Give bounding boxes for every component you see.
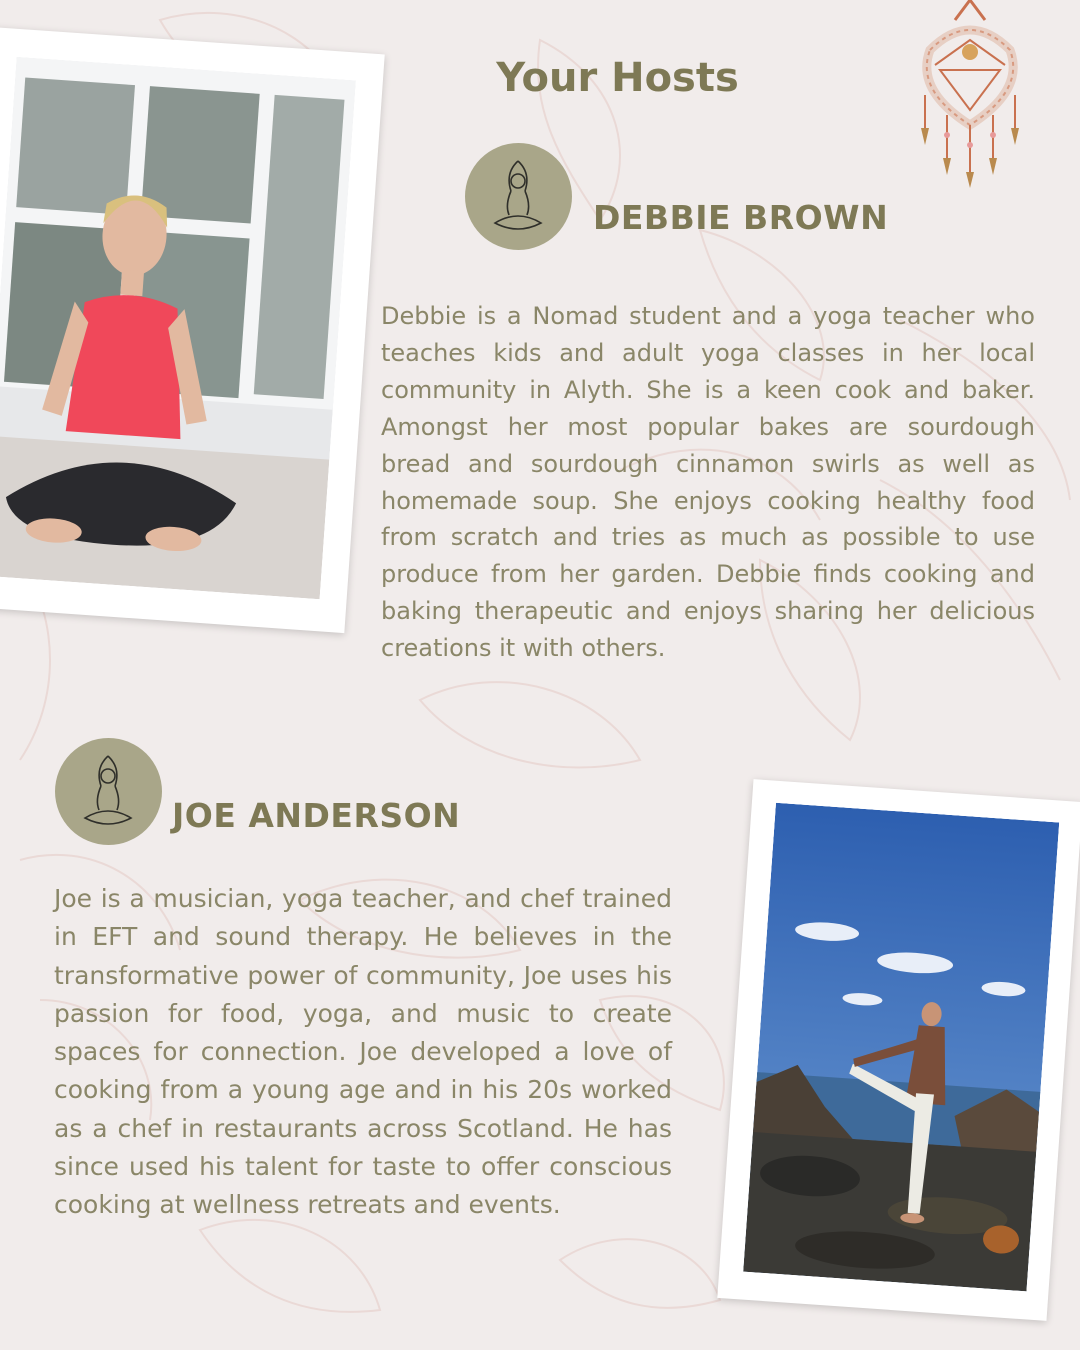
meditation-icon xyxy=(55,738,162,845)
host-photo-debbie xyxy=(0,27,385,633)
host-name-joe: JOE ANDERSON xyxy=(172,796,461,835)
debbie-avatar-badge xyxy=(465,143,572,250)
joe-avatar-badge xyxy=(55,738,162,845)
photo-image-debbie xyxy=(0,57,356,599)
host-name-debbie: DEBBIE BROWN xyxy=(593,198,889,237)
host-bio-debbie: Debbie is a Nomad student and a yoga teacher who teaches kids and adult yoga classes in her local community in Alyth. She is a keen cook and baker. Amongst her most popular bakes are sourdough bread and sourdough cinnamon swirls as well as homemade soup. She enjoys cooking healthy food from scratch and tries as much as possible to use produce from her garden. Debbie finds cooking and baking therapeutic and enjoys sharing her delicious creations it with others. xyxy=(381,302,1035,663)
meditation-icon xyxy=(465,143,572,250)
page-title: Your Hosts xyxy=(496,55,739,101)
host-bio-joe: Joe is a musician, yoga teacher, and chef trained in EFT and sound therapy. He believes in the transformative power of community, Joe uses his passion for food, yoga, and music to create spaces for connection. Joe developed a love of cooking from a young age and in his 20s worked as a chef in restaurants across Scotland. He has since used his talent for taste to offer conscious cooking at wellness retreats and events. xyxy=(54,884,672,1220)
host-photo-joe xyxy=(717,779,1080,1321)
photo-image-joe xyxy=(743,803,1059,1292)
